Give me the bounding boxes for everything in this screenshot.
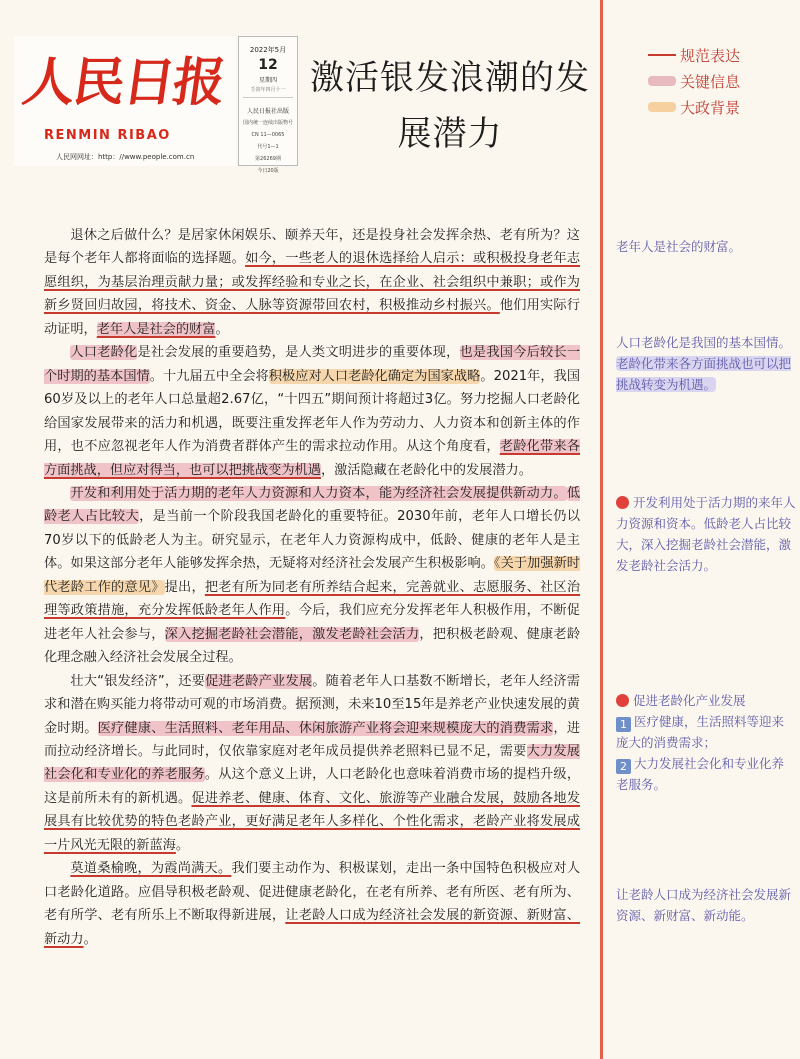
underlined-text: 把老有所为同老有所养结合起来，完善就业、志愿服务、社区治理等政策措施，充分发挥低龄老年人作用	[44, 579, 581, 619]
legend-label: 大政背景	[680, 98, 741, 117]
underlined-text: 莫道桑榆晚，为霞尚满天。	[70, 861, 232, 877]
note-text: 让老龄人口成为经济社会发展新资源、新财富、新动能。	[616, 887, 792, 923]
text-run: 提出，	[164, 579, 205, 595]
article-body	[44, 224, 580, 951]
issue-publisher: 人民日报社出版	[246, 108, 289, 115]
red-dot-icon	[616, 496, 629, 509]
newspaper-website: 人民网网址：http：//www.people.com.cn	[56, 153, 195, 161]
text-run: 。	[83, 931, 97, 947]
key-info-highlight: 深入挖掘老龄社会潜能，激发老龄社会活力	[164, 626, 420, 642]
number-one-icon: 1	[616, 717, 631, 732]
text-run: 。2021年，我国60岁及以上的老年人口总量超2.67亿，“十四五”期间预计将超过3亿。努力挖掘人口老龄化给国家发展带来的活力和机遇，既要注重发挥老年人作为劳动力、人力资本和创新主体的作用，也不应忽视老年人作为消费者群体产生的需求拉动作用。从这个角度看，	[44, 368, 581, 455]
issue-cn-number: CN 11—0065	[251, 132, 285, 138]
policy-document-highlight: 《关于加强新时代老龄工作的意见》	[44, 556, 580, 595]
note-text: 人口老龄化是我国的基本国情。	[616, 335, 792, 350]
margin-note-2	[616, 332, 796, 395]
key-info-highlight: 低龄老人占比较大	[44, 485, 580, 525]
note-text: 老年人是社会的财富。	[616, 239, 742, 254]
key-info-highlight: 大力发展社会化和专业化的养老服务	[44, 743, 580, 783]
text-run: 。	[175, 837, 190, 853]
text-run: 。	[215, 321, 229, 337]
newspaper-masthead	[14, 36, 236, 166]
text-run: ，把积极老龄观、健康老龄化理念融入经济社会发展全过程。	[44, 626, 581, 666]
underlined-text: 让老龄人口成为经济社会发展的新资源、新财富、新动力	[44, 908, 580, 947]
note-text: 大力发展社会化和专业化养老服务。	[616, 756, 785, 792]
margin-note-3	[616, 492, 796, 576]
number-two-icon: 2	[616, 759, 631, 774]
issue-year-month: 2022年5月	[249, 46, 287, 54]
issue-code: 代号1—1	[257, 144, 279, 150]
issue-lunar-date: 壬寅年四月十一	[250, 87, 286, 93]
margin-divider	[600, 0, 603, 1059]
key-info-highlight: 也是我国今后较长一个时期的基本国情	[44, 345, 581, 384]
text-run: 壮大“银发经济”，还要	[70, 673, 206, 689]
newspaper-logo: 人民日报	[19, 52, 228, 113]
text-run: 。随着老年人口基数不断增长，老年人经济需求和潜在购买能力将带动可观的市场消费。据预测，未来10至15年是养老产业快速发展的黄金时期。	[44, 673, 580, 736]
text-run: ，是当前一个阶段我国老龄化的重要特征。2030年前，老年人口增长仍以70岁以下的低龄老人为主。研究显示，在老年人力资源构成中，低龄、健康的老年人是主体。如果这部分老年人能够发挥余热，无疑将对经济社会发展产生积极影响。	[44, 509, 581, 572]
text-run: 是社会发展的重要趋势，是人类文明进步的重要体现，	[137, 345, 460, 361]
article-title: 激活银发浪潮的发展潜力	[310, 58, 590, 154]
legend-item-policy-background	[648, 94, 798, 120]
underlined-text: 如今，一些老人的退休选择给人启示：或积极投身老年志愿组织，为基层治理贡献力量；或发挥经验和专业之长，在企业、社会组织中兼职；或作为新乡贤回归故园，将技术、资金、人脉等资源带回农村，积极推动乡村振兴。	[44, 251, 581, 314]
paragraph-5	[44, 857, 580, 951]
key-info-highlight: 人口老龄化	[70, 345, 138, 361]
text-run: 。十九届五中全会将	[149, 368, 269, 384]
text-run: ，激活隐藏在老龄化中的发展潜力。	[320, 462, 532, 478]
key-info-highlight: 老年人是社会的财富	[96, 321, 216, 337]
legend-item-key-info	[648, 68, 798, 94]
issue-serial-label: 国内统一连续出版物号	[242, 120, 293, 126]
underline-swatch	[648, 54, 676, 56]
orange-highlight-swatch	[648, 102, 676, 112]
text-run: 。今后，我们应充分发挥老年人积极作用，不断促进老年人社会参与，	[44, 603, 580, 642]
text-run: 我们要主动作为、积极谋划，走出一条中国特色积极应对人口老龄化道路。应倡导积极老龄观、促进健康老龄化，在老有所养、老有所医、老有所为、老有所学、老有所乐上不断取得新进展，	[44, 861, 581, 924]
issue-date-box	[238, 36, 298, 174]
issue-weekday: 星期四	[258, 77, 277, 84]
key-info-highlight: 老龄化带来各方面挑战，但应对得当，也可以把挑战变为机遇	[44, 439, 581, 478]
paragraph-2	[44, 341, 580, 482]
paragraph-4	[44, 670, 580, 858]
text-run: 退休之后做什么？是居家休闲娱乐、颐养天年，还是投身社会发挥余热、老有所为？这是每个老年人都将面临的选择题。	[44, 228, 580, 267]
text-run: 他们用实际行动证明，	[44, 298, 581, 337]
legend-label: 规范表达	[680, 46, 741, 65]
underlined-text: 促进养老、健康、体育、文化、旅游等产业融合发展，鼓励各地发展具有比较优势的特色老龄产业，更好满足老年人多样化、个性化需求，老龄产业将发展成一片风光无限的新蓝海	[44, 790, 581, 853]
margin-note-1	[616, 236, 796, 257]
note-highlight-text: 老龄化带来各方面挑战也可以把挑战转变为机遇。	[616, 356, 792, 392]
legend-item-expression	[648, 42, 798, 68]
note-text: 开发利用处于活力期的来年人力资源和资本。低龄老人占比较大，深入挖掘老龄社会潜能，激发老龄社会活力。	[616, 495, 796, 573]
margin-note-5	[616, 884, 796, 926]
policy-background-highlight: 积极应对人口老龄化确定为国家战略	[268, 368, 481, 384]
issue-number: 第26269期	[255, 156, 281, 162]
red-dot-icon	[616, 694, 629, 707]
key-info-highlight: 促进老龄产业发展	[205, 673, 313, 689]
paragraph-3	[44, 482, 580, 670]
note-text: 医疗健康，生活照料等迎来庞大的消费需求；	[616, 714, 785, 750]
margin-note-4	[616, 690, 796, 795]
annotation-legend	[648, 42, 798, 120]
legend-label: 关键信息	[680, 72, 741, 91]
text-run: 。从这个意义上讲，人口老龄化也意味着消费市场的提档升级，这是前所未有的新机遇。	[44, 767, 581, 806]
paragraph-1	[44, 224, 580, 341]
key-info-highlight: 医疗健康、生活照料、老年用品、休闲旅游产业将会迎来规模庞大的消费需求	[97, 720, 554, 736]
pink-highlight-swatch	[648, 76, 676, 86]
newspaper-pinyin: RENMIN RIBAO	[44, 128, 171, 143]
issue-page-count: 今日20版	[257, 168, 279, 174]
issue-day: 12	[258, 57, 278, 73]
text-run: ，进而拉动经济增长。与此同时，仅依靠家庭对老年成员提供养老照料已显不足，需要	[44, 720, 581, 759]
key-info-highlight: 开发和利用处于活力期的老年人力资源和人力资本，能为经济社会发展提供新动力。	[70, 485, 567, 501]
note-title: 促进老龄化产业发展	[633, 693, 746, 708]
